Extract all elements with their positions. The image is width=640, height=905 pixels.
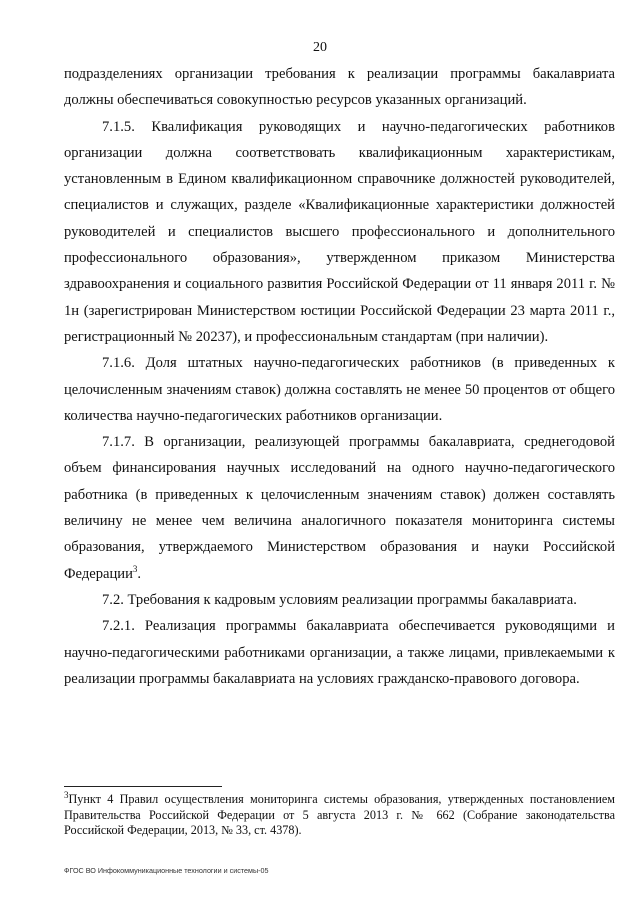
paragraph-7-1-5: 7.1.5. Квалификация руководящих и научно-педагогических работников организации должна соответствовать квалификационным характеристикам, установленным в Едином квалификационном справочнике должностей руководителей, специалистов и служащих, разделе «Квалификационные характеристики должностей руководителей и специалистов высшего профессионального и дополнительного профессионального образования», утвержденном приказом Министерства здравоохранения и социального развития Российской Федерации от 11 января 2011 г. № 1н (зарегистрирован Министерством юстиции Российской Федерации 23 марта 2011 г., регистрационный № 20237), и профессиональным стандартам (при наличии). (64, 118, 615, 345)
footnote-reference: 3 (132, 563, 138, 574)
page-footer: ФГОС ВО Инфокоммуникационные технологии и системы-05 (64, 866, 269, 875)
footnote-marker: 3 (64, 789, 69, 800)
paragraph-7-1-7 (64, 429, 615, 587)
paragraph-7-2-1: 7.2.1. Реализация программы бакалавриата обеспечивается руководящими и научно-педагогическими работниками организации, а также лицами, привлекаемыми к реализации программы бакалавриата на условиях гражданско-правового договора. (64, 618, 615, 687)
paragraph-continuation: подразделениях организации требования к реализации программы бакалавриата должны обеспечиваться совокупностью ресурсов указанных организаций. (64, 66, 615, 109)
page-number: 20 (313, 40, 327, 55)
footnote (64, 789, 615, 839)
footnote-divider (64, 786, 222, 787)
paragraph-7-1-7-text: 7.1.7. В организации, реализующей программы бакалавриата, среднегодовой объем финансирования научных исследований на одного научно-педагогического работника (в приведенных к целочисленным значениям ставок) должен составлять величину не менее чем величина аналогичного показателя мониторинга системы образования, утверждаемого Министерством образования и науки Российской Федерации (64, 434, 615, 582)
paragraph-7-1-6: 7.1.6. Доля штатных научно-педагогических работников (в приведенных к целочисленным значениям ставок) должна составлять не менее 50 процентов от общего количества научно-педагогических работников организации. (64, 355, 615, 424)
document-body (64, 61, 615, 692)
paragraph-7-2: 7.2. Требования к кадровым условиям реализации программы бакалавриата. (102, 591, 577, 608)
footnote-text: Пункт 4 Правил осуществления мониторинга системы образования, утвержденных постановлением Правительства Российской Федерации от 5 августа 2013 г. № 662 (Собрание законодательства Российской Федерации, 2013, № 33, ст. 4378). (64, 792, 615, 837)
footnote-paragraph (64, 789, 615, 839)
paragraph-7-1-7-end: . (137, 565, 142, 582)
